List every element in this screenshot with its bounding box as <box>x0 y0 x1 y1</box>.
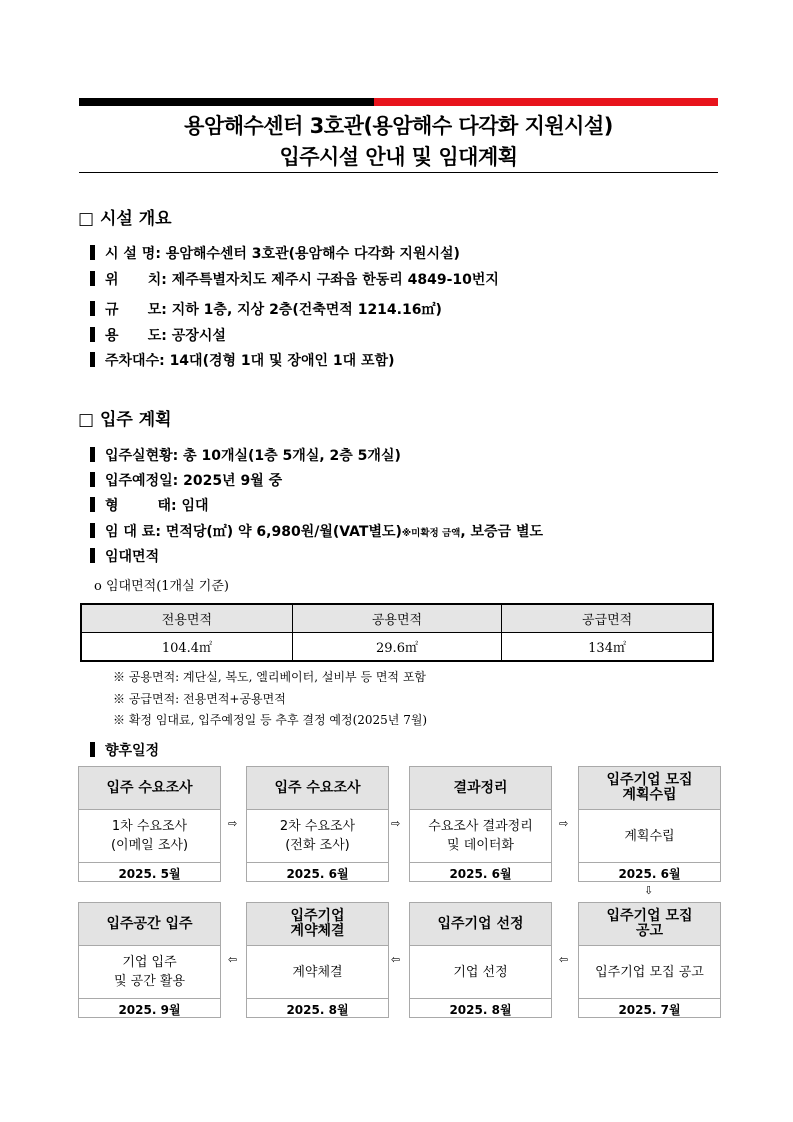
schedule-step-1 <box>78 766 221 882</box>
overview-item-name: 시 설 명: 용암해수센터 3호관(용암해수 다각화 지원시설) <box>90 243 460 263</box>
step-title: 입주 수요조사 <box>79 767 220 810</box>
note-confirmation: ※ 확정 임대료, 입주예정일 등 추후 결정 예정(2025년 7월) <box>113 713 428 727</box>
note-supply-area: ※ 공급면적: 전용면적+공용면적 <box>113 692 286 706</box>
step-date: 2025. 6월 <box>449 866 512 881</box>
step-date: 2025. 6월 <box>618 866 681 881</box>
bullet-block-icon <box>90 742 95 757</box>
area-header-common: 공용면적 <box>292 604 501 633</box>
schedule-step-7 <box>246 902 389 1018</box>
plan-item-type: 형 태: 임대 <box>90 495 209 515</box>
step-title: 입주공간 입주 <box>79 903 220 946</box>
plan-item-rent: 임 대 료: 면적당(㎡) 약 6,980원/월(VAT별도)※미확정 금액, 보증금 별도 <box>90 521 543 541</box>
overview-item-scale: 규 모: 지하 1층, 지상 2층(건축면적 1214.16㎡) <box>90 299 442 319</box>
page-title-line2: 입주시설 안내 및 임대계획 <box>279 145 518 169</box>
arrow-down-icon: ⇩ <box>644 884 654 897</box>
arrow-right-icon: ⇨ <box>391 817 401 830</box>
plan-item-rooms: 입주실현황: 총 10개실(1층 5개실, 2층 5개실) <box>90 445 401 465</box>
step-title: 입주기업 모집 공고 <box>579 903 720 946</box>
overview-item-location: 위 치: 제주특별자치도 제주시 구좌읍 한동리 4849-10번지 <box>90 269 499 289</box>
step-date: 2025. 9월 <box>118 1002 181 1017</box>
schedule-step-5 <box>578 902 721 1018</box>
step-date: 2025. 7월 <box>618 1002 681 1017</box>
bullet-block-icon <box>90 472 95 487</box>
step-body: 수요조사 결과정리 및 데이터화 <box>410 810 551 863</box>
area-value-supply: 134㎡ <box>502 633 713 662</box>
header-bar-red <box>374 98 718 106</box>
plan-item-area: 임대면적 <box>90 546 159 566</box>
schedule-step-2 <box>246 766 389 882</box>
step-title: 입주 수요조사 <box>247 767 388 810</box>
plan-item-schedule: 향후일정 <box>90 740 159 760</box>
step-title: 입주기업 선정 <box>410 903 551 946</box>
area-table <box>80 603 714 662</box>
bullet-block-icon <box>90 245 95 260</box>
step-body: 기업 선정 <box>410 946 551 999</box>
arrow-right-icon: ⇨ <box>228 817 238 830</box>
bullet-block-icon <box>90 497 95 512</box>
bullet-block-icon <box>90 352 95 367</box>
step-date: 2025. 6월 <box>286 866 349 881</box>
schedule-step-3 <box>409 766 552 882</box>
section-heading-overview: □ 시설 개요 <box>78 209 172 229</box>
bullet-block-icon <box>90 548 95 563</box>
header-bar-black <box>79 98 374 106</box>
area-header-exclusive: 전용면적 <box>81 604 292 633</box>
step-date: 2025. 8월 <box>449 1002 512 1017</box>
note-common-area: ※ 공용면적: 계단실, 복도, 엘리베이터, 설비부 등 면적 포함 <box>113 670 427 684</box>
bullet-block-icon <box>90 523 95 538</box>
area-table-header-row <box>81 604 713 633</box>
schedule-step-6 <box>409 902 552 1018</box>
page-title-line1: 용암해수센터 3호관(용암해수 다각화 지원시설) <box>184 114 613 138</box>
step-body: 입주기업 모집 공고 <box>579 946 720 999</box>
section-heading-plan: □ 입주 계획 <box>78 410 172 430</box>
area-value-common: 29.6㎡ <box>292 633 501 662</box>
area-value-exclusive: 104.4㎡ <box>81 633 292 662</box>
step-date: 2025. 8월 <box>286 1002 349 1017</box>
area-table-row <box>81 633 713 662</box>
step-title: 결과정리 <box>410 767 551 810</box>
arrow-left-icon: ⇦ <box>391 953 401 966</box>
overview-item-use: 용 도: 공장시설 <box>90 325 226 345</box>
bullet-block-icon <box>90 447 95 462</box>
step-title: 입주기업 모집 계획수립 <box>579 767 720 810</box>
schedule-step-8 <box>78 902 221 1018</box>
rent-note: ※미확정 금액 <box>401 528 461 539</box>
title-underline <box>79 172 718 173</box>
step-date: 2025. 5월 <box>118 866 181 881</box>
overview-item-parking: 주차대수: 14대(경형 1대 및 장애인 1대 포함) <box>90 350 394 370</box>
arrow-left-icon: ⇦ <box>228 953 238 966</box>
step-body: 1차 수요조사 (이메일 조사) <box>79 810 220 863</box>
step-body: 계획수립 <box>579 810 720 863</box>
step-title: 입주기업 계약체결 <box>247 903 388 946</box>
step-body: 2차 수요조사 (전화 조사) <box>247 810 388 863</box>
area-header-supply: 공급면적 <box>502 604 713 633</box>
arrow-right-icon: ⇨ <box>559 817 569 830</box>
step-body: 기업 입주 및 공간 활용 <box>79 946 220 999</box>
bullet-block-icon <box>90 301 95 316</box>
plan-item-date: 입주예정일: 2025년 9월 중 <box>90 470 282 490</box>
bullet-block-icon <box>90 271 95 286</box>
bullet-block-icon <box>90 327 95 342</box>
schedule-step-4 <box>578 766 721 882</box>
area-subheading: o 임대면적(1개실 기준) <box>94 579 229 594</box>
step-body: 계약체결 <box>247 946 388 999</box>
arrow-left-icon: ⇦ <box>559 953 569 966</box>
